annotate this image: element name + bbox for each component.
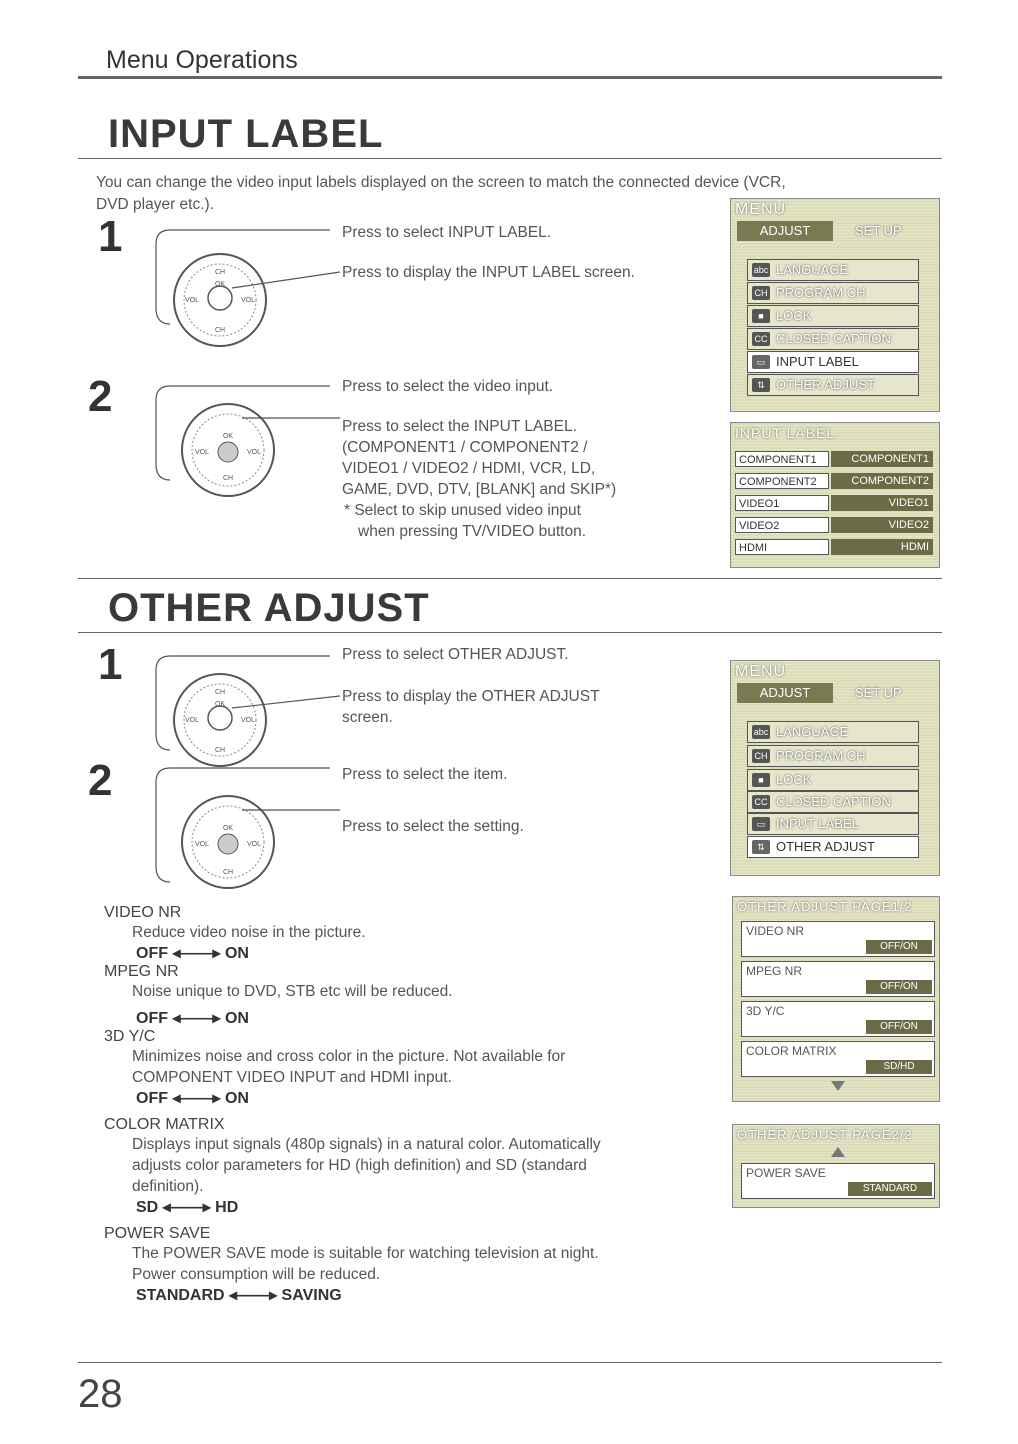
step-instruction: Press to select the item. xyxy=(342,766,508,783)
title-rule xyxy=(78,158,942,159)
svg-text:VOL: VOL xyxy=(194,449,210,456)
item-name-3d-yc: 3D Y/C xyxy=(104,1028,156,1045)
cc-icon: CC xyxy=(752,795,770,809)
menu-osd-panel xyxy=(730,198,940,412)
lock-icon: ■ xyxy=(752,773,770,787)
step-instruction: Press to select OTHER ADJUST. xyxy=(342,646,569,663)
item-options: OFF ◂——▸ ON xyxy=(136,945,249,962)
menu-item-program-ch[interactable]: CH PROGRAM CH xyxy=(747,282,919,304)
svg-text:CH: CH xyxy=(222,869,234,876)
svg-text:OK: OK xyxy=(214,281,226,288)
item-desc: Displays input signals (480p signals) in a natural color. Automatically adjusts color parameters for HD (high definition) and SD (standard definition). xyxy=(132,1136,601,1195)
remote-control-icon xyxy=(150,654,340,774)
remote-control-icon xyxy=(150,228,340,348)
other-osd-row[interactable]: POWER SAVE STANDARD xyxy=(741,1163,935,1199)
footer-rule xyxy=(78,1362,942,1363)
menu-osd-panel xyxy=(730,660,940,876)
menu-item-language[interactable]: abc LANGUAGE xyxy=(747,259,919,281)
item-desc: The POWER SAVE mode is suitable for watching television at night. Power consumption will be reduced. xyxy=(132,1245,599,1283)
item-desc: Noise unique to DVD, STB etc will be reduced. xyxy=(132,983,453,1000)
menu-item-closed-caption[interactable]: CC CLOSED CAPTION xyxy=(747,328,919,350)
menu-item-lock[interactable]: ■ LOCK xyxy=(747,769,919,791)
header-rule xyxy=(78,76,942,79)
cc-icon: CC xyxy=(752,332,770,346)
menu-item-language[interactable]: abc LANGUAGE xyxy=(747,721,919,743)
svg-text:OK: OK xyxy=(214,701,226,708)
other-osd-row[interactable]: 3D Y/C OFF/ON xyxy=(741,1001,935,1037)
other-osd-title: OTHER ADJUST PAGE2/2 xyxy=(737,1127,913,1142)
item-desc: Reduce video noise in the picture. xyxy=(132,924,366,941)
item-name-color-matrix: COLOR MATRIX xyxy=(104,1116,225,1133)
input-label-row[interactable]: VIDEO2 VIDEO2 xyxy=(735,517,933,533)
other-adjust-title: OTHER ADJUST xyxy=(108,586,430,630)
remote-control-icon xyxy=(150,766,340,896)
step-instruction: Press to display the INPUT LABEL screen. xyxy=(342,264,635,281)
step-number: 2 xyxy=(88,756,113,805)
section-header: Menu Operations xyxy=(106,46,298,74)
svg-text:CH: CH xyxy=(214,747,226,754)
section-rule xyxy=(78,578,942,579)
scroll-down-icon[interactable] xyxy=(831,1081,845,1091)
page-number: 28 xyxy=(78,1372,123,1416)
menu-item-closed-caption[interactable]: CC CLOSED CAPTION xyxy=(747,791,919,813)
other-osd-row[interactable]: VIDEO NR OFF/ON xyxy=(741,921,935,957)
tab-setup[interactable]: SET UP xyxy=(855,223,902,238)
input-label-osd-title: INPUT LABEL xyxy=(735,425,836,441)
other-adjust-icon: ⇅ xyxy=(752,840,770,854)
step-instruction-list: Press to select the INPUT LABEL. (COMPONENT1 / COMPONENT2 / VIDEO1 / VIDEO2 / HDMI, VCR, LD, GAME, DVD, DTV, [BLANK] and SKIP*) * Select to skip unused video input when pressing TV/VIDEO button. xyxy=(342,418,617,540)
language-icon: abc xyxy=(753,727,769,737)
input-label-icon: ▭ xyxy=(752,355,770,369)
svg-text:OK: OK xyxy=(222,433,234,440)
scroll-up-icon[interactable] xyxy=(831,1147,845,1157)
other-adjust-osd-page1 xyxy=(732,896,940,1102)
step-instruction: Press to select the video input. xyxy=(342,378,554,395)
tab-adjust[interactable]: ADJUST xyxy=(737,221,833,241)
svg-text:VOL: VOL xyxy=(194,841,210,848)
menu-osd-title: MENU xyxy=(735,201,787,218)
item-name-mpeg-nr: MPEG NR xyxy=(104,963,179,980)
svg-text:VOL: VOL xyxy=(240,297,256,304)
item-name-video-nr: VIDEO NR xyxy=(104,904,182,921)
input-label-title: INPUT LABEL xyxy=(108,112,384,156)
lock-icon: ■ xyxy=(752,309,770,323)
program-ch-icon: CH xyxy=(752,749,770,763)
menu-item-input-label[interactable]: ▭ INPUT LABEL xyxy=(747,813,919,835)
step-instruction: Press to select the setting. xyxy=(342,818,524,835)
step-number: 1 xyxy=(98,640,123,689)
other-adjust-icon: ⇅ xyxy=(752,378,770,392)
menu-item-input-label[interactable]: ▭ INPUT LABEL xyxy=(747,351,919,373)
other-adjust-osd-page2 xyxy=(732,1124,940,1208)
tab-setup[interactable]: SET UP xyxy=(855,685,902,700)
menu-item-other-adjust[interactable]: ⇅ OTHER ADJUST xyxy=(747,836,919,858)
input-label-row[interactable]: COMPONENT1 COMPONENT1 xyxy=(735,451,933,467)
item-desc: Minimizes noise and cross color in the picture. Not available for COMPONENT VIDEO INPUT and HDMI input. xyxy=(132,1048,566,1086)
item-options: OFF ◂——▸ ON xyxy=(136,1090,249,1107)
svg-text:CH: CH xyxy=(214,689,226,696)
item-options: SD ◂——▸ HD xyxy=(136,1199,239,1216)
svg-text:VOL: VOL xyxy=(246,841,262,848)
menu-osd-title: MENU xyxy=(735,663,787,680)
step-instruction: Press to select INPUT LABEL. xyxy=(342,224,552,241)
menu-item-other-adjust[interactable]: ⇅ OTHER ADJUST xyxy=(747,374,919,396)
input-label-osd-panel xyxy=(730,422,940,568)
step-number: 2 xyxy=(88,372,113,421)
menu-item-lock[interactable]: ■ LOCK xyxy=(747,305,919,327)
other-osd-row[interactable]: COLOR MATRIX SD/HD xyxy=(741,1041,935,1077)
input-label-row[interactable]: VIDEO1 VIDEO1 xyxy=(735,495,933,511)
svg-text:OK: OK xyxy=(222,825,234,832)
svg-text:VOL: VOL xyxy=(246,449,262,456)
other-osd-title: OTHER ADJUST PAGE1/2 xyxy=(737,899,913,914)
input-label-icon: ▭ xyxy=(752,817,770,831)
step-instruction: Press to display the OTHER ADJUST screen. xyxy=(342,688,600,726)
item-options: OFF ◂——▸ ON xyxy=(136,1010,249,1027)
item-options: STANDARD ◂——▸ SAVING xyxy=(136,1287,342,1304)
input-label-intro: You can change the video input labels displayed on the screen to match the connected device (VCR, DVD player etc.). xyxy=(96,174,786,213)
svg-text:VOL: VOL xyxy=(184,717,200,724)
input-label-row[interactable]: COMPONENT2 COMPONENT2 xyxy=(735,473,933,489)
title-rule xyxy=(78,632,942,633)
input-label-row[interactable]: HDMI HDMI xyxy=(735,539,933,555)
program-ch-icon: CH xyxy=(752,286,770,300)
item-name-power-save: POWER SAVE xyxy=(104,1225,211,1242)
svg-text:CH: CH xyxy=(214,269,226,276)
menu-item-program-ch[interactable]: CH PROGRAM CH xyxy=(747,745,919,767)
step-number: 1 xyxy=(98,212,123,261)
other-adjust-items xyxy=(104,904,704,1305)
svg-text:CH: CH xyxy=(222,475,234,482)
tab-adjust[interactable]: ADJUST xyxy=(737,683,833,703)
svg-text:VOL: VOL xyxy=(184,297,200,304)
other-osd-row[interactable]: MPEG NR OFF/ON xyxy=(741,961,935,997)
language-icon: abc xyxy=(753,265,769,275)
remote-control-icon xyxy=(150,384,340,504)
svg-text:VOL: VOL xyxy=(240,717,256,724)
svg-text:CH: CH xyxy=(214,327,226,334)
